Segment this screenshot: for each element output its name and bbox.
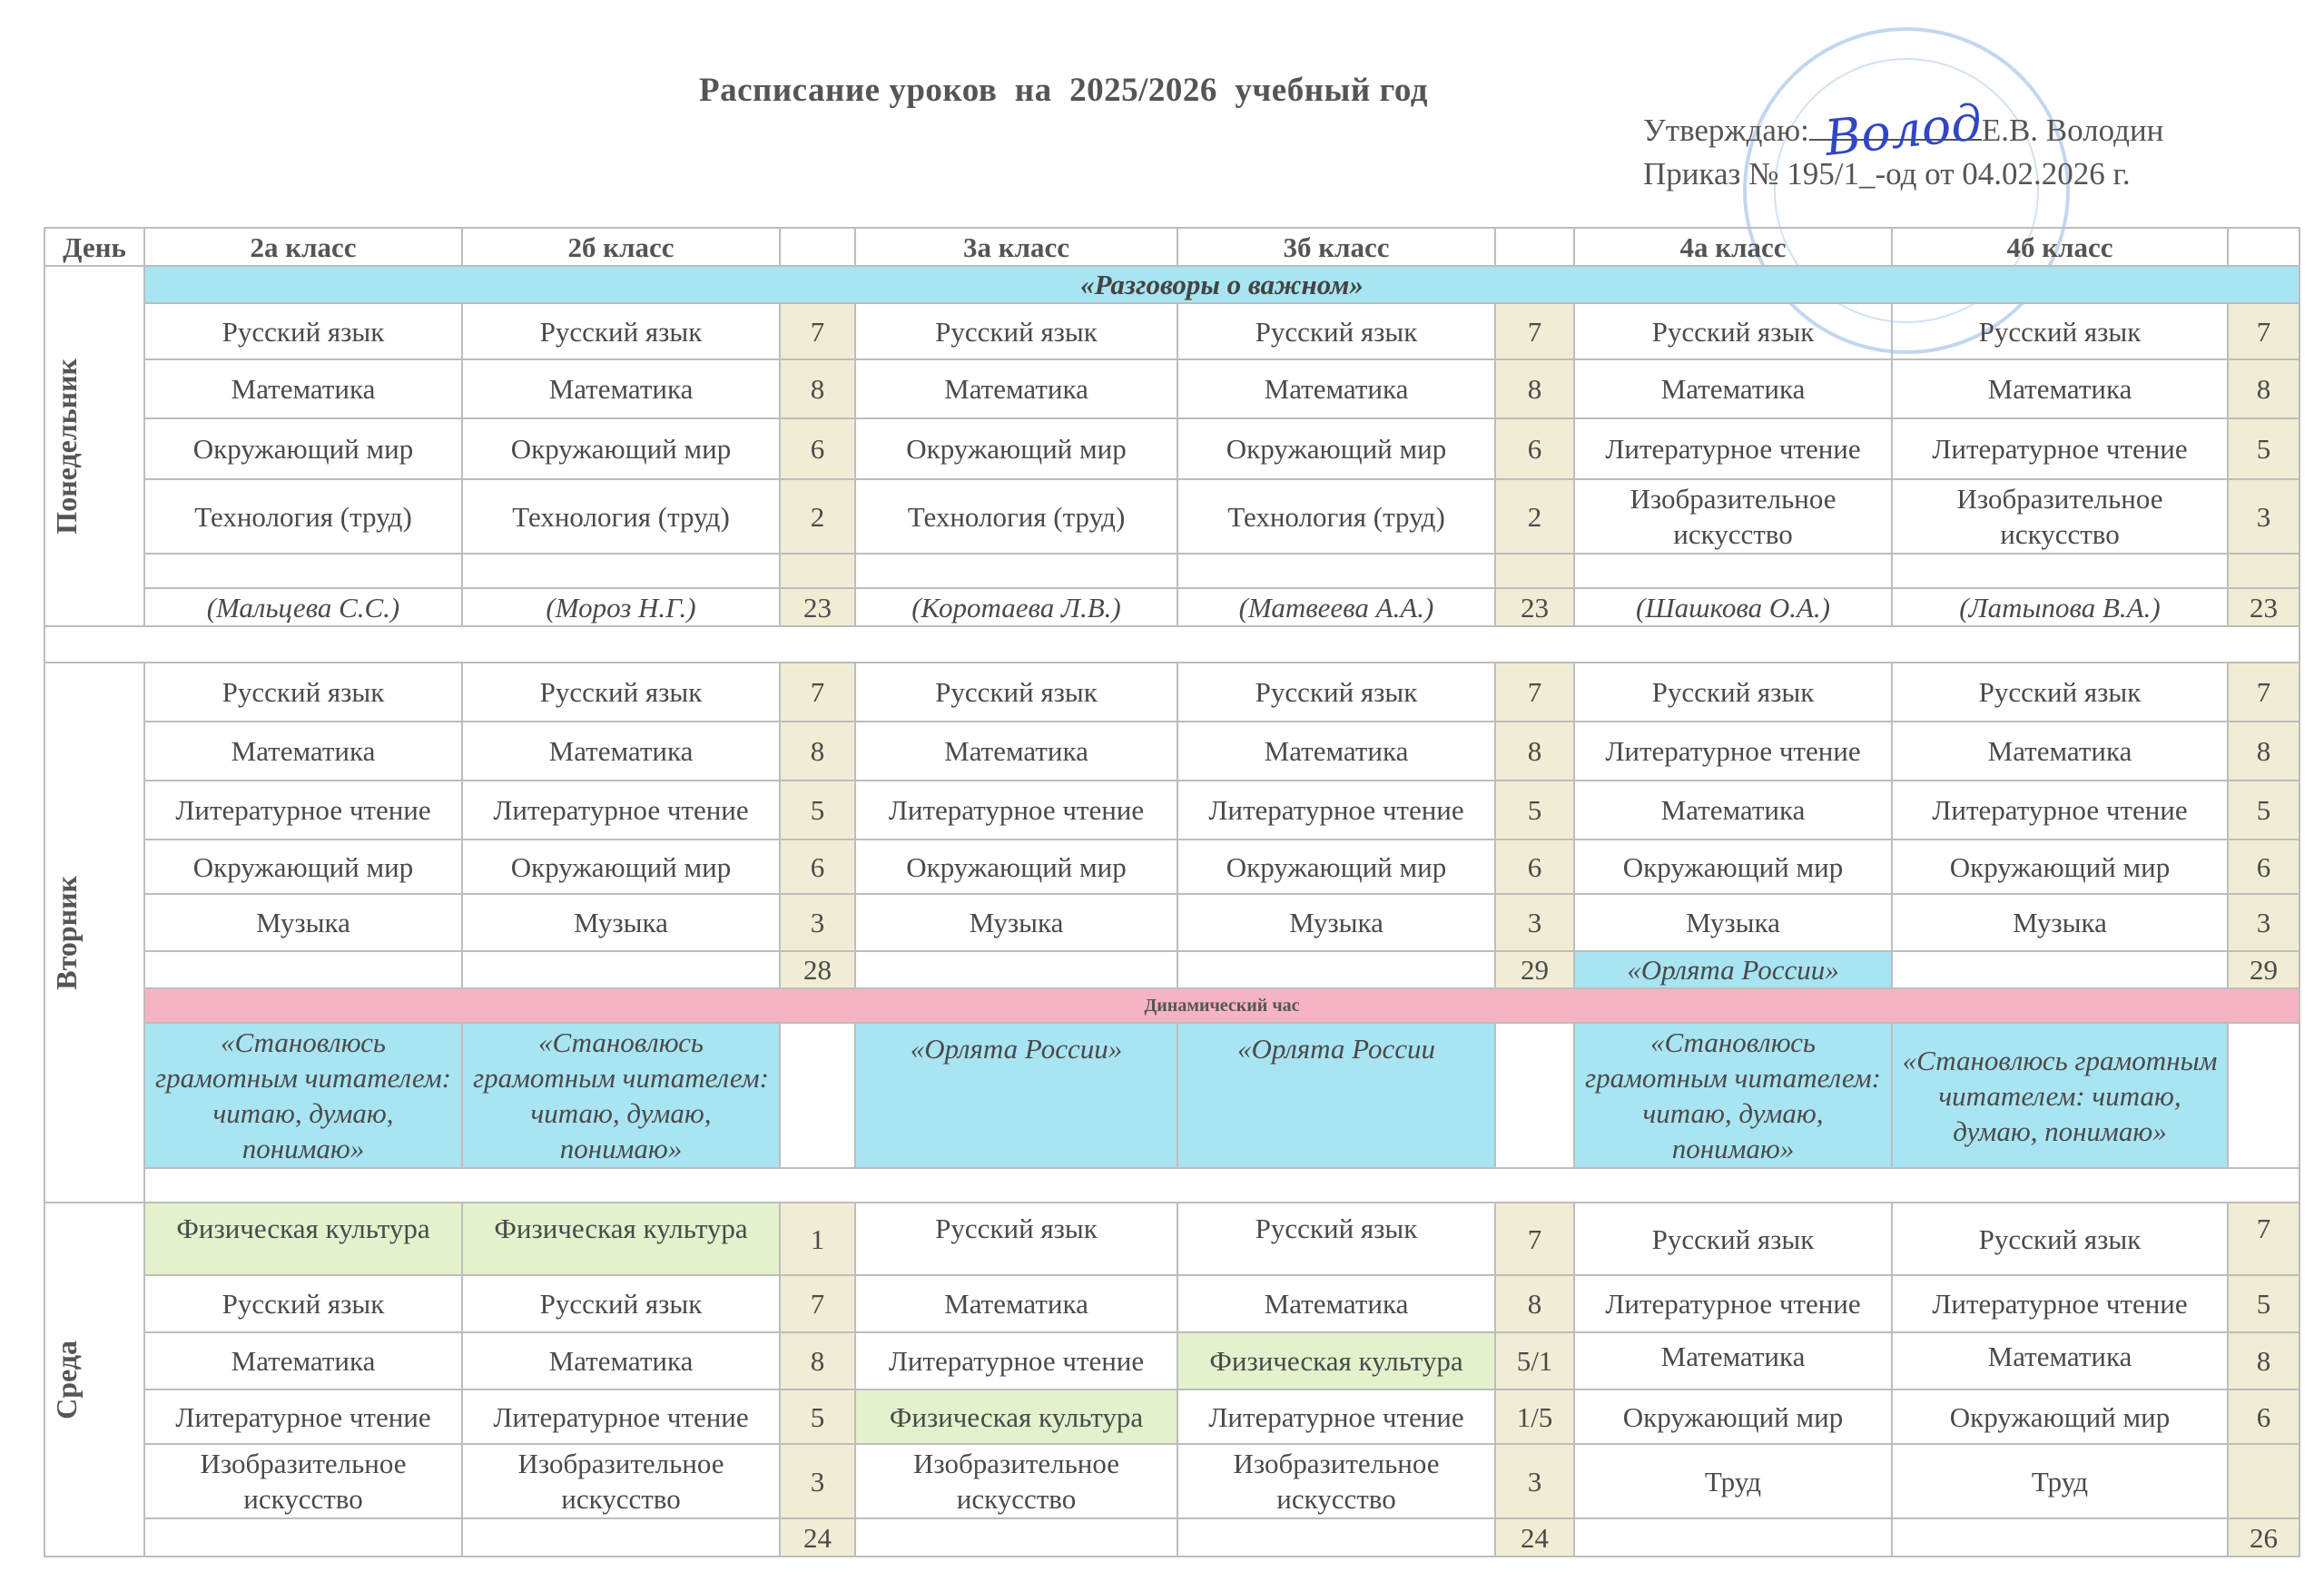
lesson-cell: Русский язык [855, 663, 1177, 722]
lesson-cell: Изобразительное искусство [1892, 479, 2228, 554]
lesson-row [44, 1444, 2299, 1518]
extra-activity-cell: «Орлята России» [855, 1023, 1177, 1168]
empty-cell [1177, 554, 1495, 588]
total-hours: 23 [780, 588, 855, 626]
lesson-cell: Литературное чтение [1177, 1390, 1495, 1444]
lesson-cell: Русский язык [855, 1203, 1177, 1275]
lesson-cell: Литературное чтение [1574, 722, 1892, 781]
band-row [44, 266, 2299, 303]
spacer-cell [44, 626, 2299, 663]
hours-cell: 7 [2228, 663, 2299, 722]
hours-cell: 8 [2228, 1332, 2299, 1390]
extra-activity-row [44, 1023, 2299, 1168]
lesson-cell: Математика [1177, 722, 1495, 781]
lesson-cell: Изобразительное искусство [1574, 479, 1892, 554]
lesson-row [44, 303, 2299, 359]
lesson-cell: Математика [144, 722, 462, 781]
empty-cell [462, 554, 780, 588]
lesson-cell: Математика [1892, 722, 2228, 781]
hours-cell: 8 [1495, 722, 1574, 781]
lesson-cell: Литературное чтение [1892, 418, 2228, 479]
header-day: День [44, 228, 144, 266]
lesson-cell: Окружающий мир [462, 418, 780, 479]
extra-activity-cell: «Становлюсь грамотным читателем: читаю, думаю, понимаю» [144, 1023, 462, 1168]
hours-cell: 6 [1495, 418, 1574, 479]
hours-cell: 5 [2228, 418, 2299, 479]
total-hours: 26 [2228, 1518, 2299, 1556]
lesson-cell: Русский язык [1177, 303, 1495, 359]
lesson-cell: Литературное чтение [144, 1390, 462, 1444]
dynamic-hour-band: Динамический час [144, 988, 2299, 1023]
lesson-cell: Русский язык [1177, 1203, 1495, 1275]
lesson-row [44, 479, 2299, 554]
empty-cell [1574, 1518, 1892, 1556]
lesson-cell: Физическая культура [462, 1203, 780, 1275]
teacher-cell: (Матвеева А.А.) [1177, 588, 1495, 626]
empty-row [44, 554, 2299, 588]
lesson-cell: Русский язык [1574, 1203, 1892, 1275]
totals-row [44, 951, 2299, 988]
lesson-cell: Физическая культура [855, 1390, 1177, 1444]
lesson-cell: Литературное чтение [1574, 1275, 1892, 1332]
hours-cell: 3 [2228, 479, 2299, 554]
lesson-cell: Окружающий мир [144, 418, 462, 479]
extra-activity-cell: «Орлята России [1177, 1023, 1495, 1168]
hours-cell: 7 [1495, 303, 1574, 359]
hours-cell: 8 [780, 722, 855, 781]
total-hours: 29 [1495, 951, 1574, 988]
header-hours [1495, 228, 1574, 266]
empty-cell [855, 554, 1177, 588]
hours-cell: 5 [1495, 781, 1574, 840]
total-hours: 24 [780, 1518, 855, 1556]
empty-cell [144, 951, 462, 988]
lesson-cell: Окружающий мир [855, 418, 1177, 479]
empty-cell [1892, 951, 2228, 988]
header-class: 4а класс [1574, 228, 1892, 266]
day-cell-tuesday [44, 663, 144, 1203]
hours-cell: 6 [2228, 840, 2299, 894]
lesson-cell: Технология (труд) [144, 479, 462, 554]
lesson-cell: Русский язык [144, 1275, 462, 1332]
lesson-cell: Изобразительное искусство [855, 1444, 1177, 1518]
lesson-cell: Русский язык [462, 663, 780, 722]
hours-cell: 2 [780, 479, 855, 554]
lesson-cell: Литературное чтение [1892, 1275, 2228, 1332]
totals-row [44, 1518, 2299, 1556]
empty-cell [1574, 554, 1892, 588]
lesson-cell: Математика [1892, 359, 2228, 418]
lesson-cell: Окружающий мир [1574, 1390, 1892, 1444]
hours-cell: 6 [780, 840, 855, 894]
lesson-cell: Труд [1892, 1444, 2228, 1518]
lesson-row [44, 663, 2299, 722]
lesson-cell: Русский язык [1574, 663, 1892, 722]
hours-cell: 8 [1495, 359, 1574, 418]
lesson-cell: Русский язык [855, 303, 1177, 359]
lesson-cell: Русский язык [1892, 663, 2228, 722]
lesson-cell: Математика [144, 359, 462, 418]
hours-cell: 3 [2228, 894, 2299, 951]
lesson-row [44, 1203, 2299, 1275]
teacher-row [44, 588, 2299, 626]
hours-cell: 7 [2228, 303, 2299, 359]
lesson-cell: Литературное чтение [462, 781, 780, 840]
lesson-cell: Русский язык [1892, 1203, 2228, 1275]
hours-cell: 7 [780, 1275, 855, 1332]
lesson-cell: Музыка [462, 894, 780, 951]
hours-cell: 6 [1495, 840, 1574, 894]
hours-cell [780, 554, 855, 588]
lesson-cell: Русский язык [144, 663, 462, 722]
lesson-cell: Математика [1574, 1332, 1892, 1390]
hours-cell: 8 [780, 1332, 855, 1390]
header-class: 2а класс [144, 228, 462, 266]
order-line: Приказ № 195/1_-од от 04.02.2026 г. [1643, 156, 2131, 191]
lesson-cell: Литературное чтение [855, 1332, 1177, 1390]
hours-cell: 6 [780, 418, 855, 479]
teacher-cell: (Латыпова В.А.) [1892, 588, 2228, 626]
empty-cell [144, 1518, 462, 1556]
hours-cell: 6 [2228, 1390, 2299, 1444]
lesson-cell: Математика [855, 359, 1177, 418]
lesson-row [44, 1275, 2299, 1332]
lesson-cell: Технология (труд) [855, 479, 1177, 554]
approve-label: Утверждаю: [1643, 113, 1809, 148]
header-hours [2228, 228, 2299, 266]
talks-band: «Разговоры о важном» [144, 266, 2299, 303]
empty-cell [1177, 1518, 1495, 1556]
hours-cell: 3 [780, 894, 855, 951]
lesson-row [44, 418, 2299, 479]
lesson-row [44, 781, 2299, 840]
lesson-cell: Окружающий мир [1574, 840, 1892, 894]
lesson-cell: Математика [855, 722, 1177, 781]
empty-cell [2228, 1023, 2299, 1168]
lesson-row [44, 1390, 2299, 1444]
day-label: Среда [50, 1340, 83, 1419]
empty-cell [780, 1023, 855, 1168]
header-class: 3б класс [1177, 228, 1495, 266]
teacher-cell: (Шашкова О.А.) [1574, 588, 1892, 626]
hours-cell: 7 [1495, 663, 1574, 722]
hours-cell: 3 [780, 1444, 855, 1518]
header-hours [780, 228, 855, 266]
lesson-cell: Изобразительное искусство [462, 1444, 780, 1518]
hours-cell [2228, 554, 2299, 588]
lesson-cell: Литературное чтение [1177, 781, 1495, 840]
day-cell-wednesday [44, 1203, 144, 1556]
lesson-cell: Окружающий мир [1177, 418, 1495, 479]
header-class: 3а класс [855, 228, 1177, 266]
lesson-row [44, 840, 2299, 894]
empty-cell [462, 1518, 780, 1556]
lesson-cell: Физическая культура [1177, 1332, 1495, 1390]
total-hours: 23 [2228, 588, 2299, 626]
day-label: Вторник [50, 875, 83, 990]
lesson-row [44, 722, 2299, 781]
lesson-cell: Литературное чтение [144, 781, 462, 840]
hours-cell: 7 [780, 663, 855, 722]
hours-cell: 7 [2228, 1203, 2299, 1275]
header-class: 4б класс [1892, 228, 2228, 266]
total-hours: 29 [2228, 951, 2299, 988]
lesson-cell: Математика [144, 1332, 462, 1390]
extra-activity-cell: «Орлята России» [1574, 951, 1892, 988]
lesson-cell: Математика [1574, 781, 1892, 840]
total-hours: 23 [1495, 588, 1574, 626]
lesson-cell: Музыка [144, 894, 462, 951]
approver-name: Е.В. Володин [1981, 113, 2164, 148]
empty-cell [1495, 1023, 1574, 1168]
lesson-cell: Математика [462, 722, 780, 781]
lesson-cell: Окружающий мир [855, 840, 1177, 894]
empty-cell [1177, 951, 1495, 988]
hours-cell: 8 [2228, 359, 2299, 418]
empty-cell [144, 554, 462, 588]
lesson-cell: Технология (труд) [462, 479, 780, 554]
hours-cell: 7 [780, 303, 855, 359]
lesson-cell: Литературное чтение [855, 781, 1177, 840]
hours-cell: 3 [1495, 894, 1574, 951]
lesson-cell: Физическая культура [144, 1203, 462, 1275]
extra-activity-cell: «Становлюсь грамотным читателем: читаю, думаю, понимаю» [1892, 1023, 2228, 1168]
hours-cell: 8 [2228, 722, 2299, 781]
lesson-cell: Математика [1574, 359, 1892, 418]
extra-activity-cell: «Становлюсь грамотным читателем: читаю, думаю, понимаю» [462, 1023, 780, 1168]
lesson-cell: Русский язык [1892, 303, 2228, 359]
lesson-row [44, 1332, 2299, 1390]
hours-cell: 5 [2228, 1275, 2299, 1332]
lesson-cell: Математика [1892, 1332, 2228, 1390]
handwritten-signature: Волод [1822, 93, 1985, 167]
hours-cell: 3 [1495, 1444, 1574, 1518]
header-class: 2б класс [462, 228, 780, 266]
lesson-cell: Математика [462, 359, 780, 418]
lesson-cell: Окружающий мир [1177, 840, 1495, 894]
lesson-cell: Литературное чтение [1892, 781, 2228, 840]
lesson-cell: Математика [1177, 1275, 1495, 1332]
lesson-cell: Русский язык [144, 303, 462, 359]
spacer-row [44, 626, 2299, 663]
hours-cell: 8 [780, 359, 855, 418]
hours-cell: 5 [2228, 781, 2299, 840]
lesson-cell: Окружающий мир [462, 840, 780, 894]
lesson-row [44, 359, 2299, 418]
hours-cell: 1/5 [1495, 1390, 1574, 1444]
band-row [44, 988, 2299, 1023]
lesson-cell: Математика [462, 1332, 780, 1390]
empty-cell [1892, 1518, 2228, 1556]
teacher-cell: (Коротаева Л.В.) [855, 588, 1177, 626]
lesson-cell: Литературное чтение [1574, 418, 1892, 479]
lesson-cell: Русский язык [1177, 663, 1495, 722]
header-row [44, 228, 2299, 266]
lesson-cell: Музыка [1574, 894, 1892, 951]
schedule-table [44, 227, 2300, 1557]
day-cell-monday [44, 266, 144, 626]
empty-cell [462, 951, 780, 988]
page-title: Расписание уроков на 2025/2026 учебный год [699, 72, 1429, 109]
teacher-cell: (Мороз Н.Г.) [462, 588, 780, 626]
hours-cell: 5 [780, 1390, 855, 1444]
total-hours: 24 [1495, 1518, 1574, 1556]
spacer-row [44, 1168, 2299, 1203]
hours-cell [1495, 554, 1574, 588]
lesson-cell: Математика [855, 1275, 1177, 1332]
hours-cell: 5 [780, 781, 855, 840]
lesson-cell: Музыка [855, 894, 1177, 951]
total-hours: 28 [780, 951, 855, 988]
empty-cell [1892, 554, 2228, 588]
empty-cell [855, 951, 1177, 988]
lesson-cell: Русский язык [1574, 303, 1892, 359]
day-label: Понедельник [50, 358, 83, 535]
lesson-cell: Труд [1574, 1444, 1892, 1518]
extra-activity-cell: «Становлюсь грамотным читателем: читаю, думаю, понимаю» [1574, 1023, 1892, 1168]
lesson-cell: Изобразительное искусство [1177, 1444, 1495, 1518]
hours-cell: 5/1 [1495, 1332, 1574, 1390]
lesson-cell: Окружающий мир [144, 840, 462, 894]
lesson-cell: Русский язык [462, 1275, 780, 1332]
spacer-cell [144, 1168, 2299, 1203]
lesson-cell: Русский язык [462, 303, 780, 359]
hours-cell [2228, 1444, 2299, 1518]
hours-cell: 2 [1495, 479, 1574, 554]
lesson-cell: Изобразительное искусство [144, 1444, 462, 1518]
hours-cell: 7 [1495, 1203, 1574, 1275]
hours-cell: 8 [1495, 1275, 1574, 1332]
teacher-cell: (Мальцева С.С.) [144, 588, 462, 626]
lesson-cell: Окружающий мир [1892, 1390, 2228, 1444]
lesson-cell: Музыка [1177, 894, 1495, 951]
lesson-cell: Технология (труд) [1177, 479, 1495, 554]
lesson-row [44, 894, 2299, 951]
lesson-cell: Литературное чтение [462, 1390, 780, 1444]
lesson-cell: Математика [1177, 359, 1495, 418]
hours-cell: 1 [780, 1203, 855, 1275]
lesson-cell: Музыка [1892, 894, 2228, 951]
lesson-cell: Окружающий мир [1892, 840, 2228, 894]
empty-cell [855, 1518, 1177, 1556]
